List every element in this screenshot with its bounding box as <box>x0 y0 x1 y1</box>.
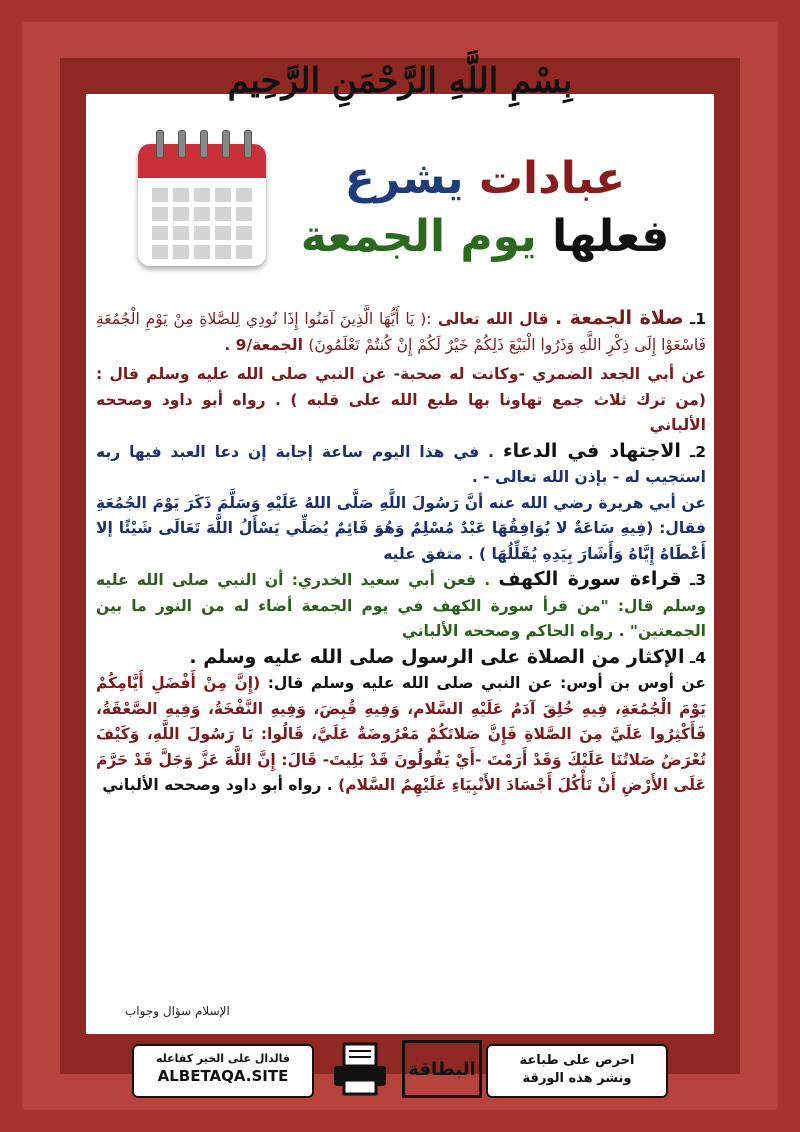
title-word-ibadat: عبادات <box>478 153 626 204</box>
title-word-yushra: يشرع <box>344 153 464 204</box>
section-2: 2ـ الاجتهاد في الدعاء . في هذا اليوم ساعة إجابة إن دعا العبد فيها ربه استجيب له - بإذن الله تعالى - . <box>96 439 706 486</box>
basmala-calligraphy: بِسْمِ اللَّهِ الرَّحْمَنِ الرَّحِيم <box>227 61 573 101</box>
quran-verse: :( يَا أَيُّهَا الَّذِينَ آمَنُوا إِذَا نُودِي لِلصَّلاةِ مِنْ يَوْمِ الْجُمُعَةِ فَاسْعَوْا إِلَى ذِكْرِ اللَّهِ وَذَرُوا الْبَيْعَ ذَلِكُمْ خَيْرٌ لَكُمْ إِنْ كُنتُمْ تَعْلَمُونَ) <box>96 310 706 354</box>
section-1: 1ـ صلاة الجمعة . قال الله تعالى :( يَا أَيُّهَا الَّذِينَ آمَنُوا إِذَا نُودِي لِلصَّلاةِ مِنْ يَوْمِ الْجُمُعَةِ فَاسْعَوْا إِلَى ذِكْرِ اللَّهِ وَذَرُوا الْبَيْعَ ذَلِكُمْ خَيْرٌ لَكُمْ إِنْ كُنتُمْ تَعْلَمُونَ) الجمعة/9 . <box>96 307 707 354</box>
section-4: 4ـ الإكثار من الصلاة على الرسول صلى الله عليه وسلم . <box>189 645 706 668</box>
section-3: 3ـ قراءة سورة الكهف . فعن أبي سعيد الخدري: أن النبي صلى الله عليه وسلم قال: "من قرأ سورة الكهف في يوم الجمعة أضاء له من النور ما بين الجمعتين" . رواه الحاكم وصححه الألباني <box>96 568 706 640</box>
section-1-hadith: عن أبي الجعد الضمري -وكانت له صحبة- عن النبي صلى الله عليه وسلم قال : (من ترك ثلاث جمع تهاونا بها طبع الله على قلبه ) . رواه أبو داود وصححه الألباني <box>96 365 706 434</box>
source-attribution: الإسلام سؤال وجواب <box>125 1004 230 1018</box>
section-1-heading: صلاة الجمعة . <box>554 307 684 329</box>
footer <box>132 1040 668 1098</box>
site-link[interactable]: ALBETAQA.SITE <box>157 1067 289 1085</box>
section-4-heading: الإكثار من الصلاة على الرسول صلى الله عليه وسلم . <box>189 645 685 668</box>
page-title <box>290 150 680 266</box>
section-2-heading: الاجتهاد في الدعاء <box>502 439 681 462</box>
section-3-heading: قراءة سورة الكهف <box>498 568 682 590</box>
site-box <box>132 1044 314 1098</box>
section-4-hadith: عن أوس بن أوس: عن النبي صلى الله عليه وسلم قال: (إِنَّ مِنْ أَفْضَلِ أَيَّامِكُمْ يَوْمَ الْجُمُعَةِ، فِيهِ خُلِقَ آدَمُ عَلَيْهِ السَّلام، وَفِيهِ قُبِضَ، وَفِيهِ النَّفْخَةُ، وَفِيهِ الصَّعْقَةُ، فَأَكْثِرُوا عَلَيَّ مِنَ الصَّلاةِ فَإِنَّ صَلاتَكُمْ مَعْرُوضَةٌ عَلَيَّ، قَالُوا: يَا رَسُولَ اللَّهِ، وَكَيْفَ تُعْرَضُ صَلاتُنَا عَلَيْكَ وَقَدْ أَرَمْتَ -أَيْ يَقُولُونَ قَدْ بَلِيتَ- قَالَ: إِنَّ اللَّهَ عَزَّ وَجَلَّ قَدْ حَرَّمَ عَلَى الأَرْضِ أَنْ تَأْكُلَ أَجْسَادَ الأَنْبِيَاءِ عَلَيْهِمُ السَّلام) . رواه أبو داود وصححه الألباني <box>96 674 707 794</box>
title-word-friday: يوم الجمعة <box>300 211 537 262</box>
calendar-icon <box>138 130 266 268</box>
printer-icon <box>330 1042 390 1096</box>
section-2-hadith: عن أبي هريرة رضي الله عنه أنَّ رَسُولَ اللَّهِ صَلَّى اللهُ عَلَيْهِ وَسَلَّمَ ذَكَرَ يَوْمَ الجُمُعَةِ فقال: (فِيهِ سَاعَةٌ لا يُوَافِقُهَا عَبْدٌ مُسْلِمٌ وَهُوَ قَائِمٌ يُصَلِّي يَسْأَلُ اللَّهَ تَعَالَى شَيْئًا إلا أَعْطَاهُ إِيَّاهُ وَأَشَارَ بِيَدِهِ يُقَلِّلُهَا ) . متفق عليه <box>96 493 706 563</box>
footer-slogan: فالدال على الخير كفاعله <box>155 1052 291 1065</box>
article-body <box>96 306 706 799</box>
print-reminder-box: احرص على طباعة ونشر هذه الورقة <box>486 1044 668 1098</box>
title-word-fi3luha: فعلها <box>552 211 670 262</box>
albetaqa-logo: البطاقة <box>402 1040 482 1098</box>
